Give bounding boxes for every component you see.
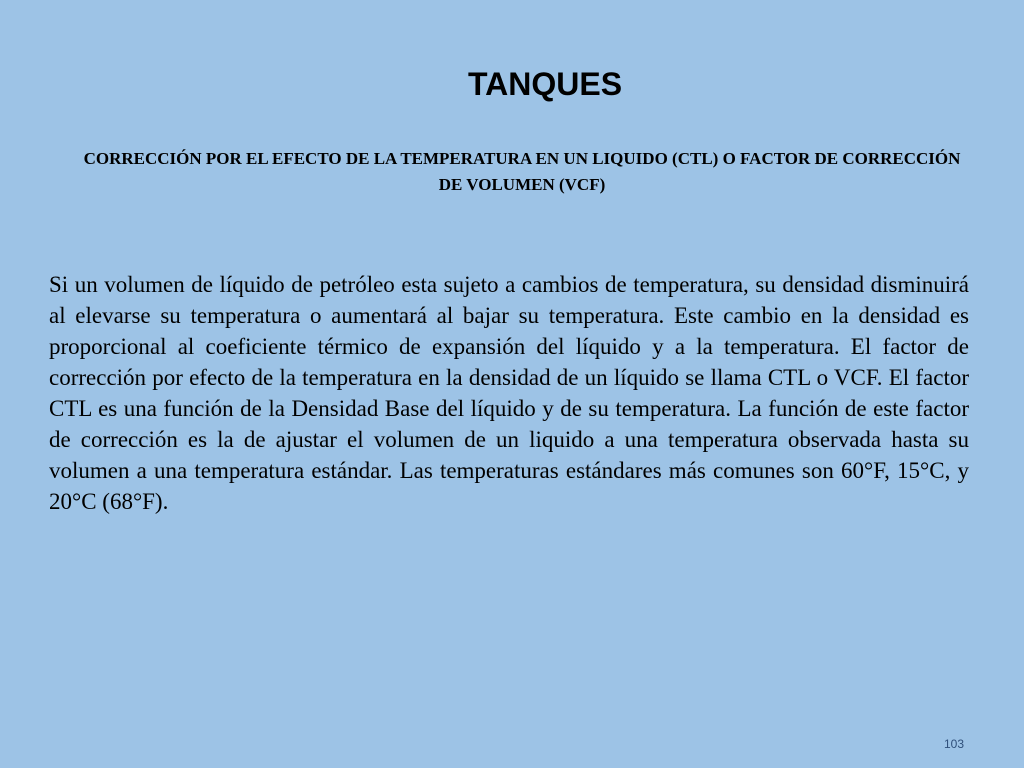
slide-subtitle: CORRECCIÓN POR EL EFECTO DE LA TEMPERATURA EN UN LIQUIDO (CTL) O FACTOR DE CORRECCIÓN DE VOLUMEN (VCF)	[83, 149, 961, 194]
page-number: 103	[944, 737, 965, 751]
body-paragraph: Si un volumen de líquido de petróleo esta sujeto a cambios de temperatura, su densidad disminuirá al elevarse su temperatura o aumentará al bajar su temperatura. Este cambio en la densidad es proporcional al coeficiente térmico de expansión del líquido y a la temperatura. El factor de corrección por efecto de la temperatura en la densidad de un líquido se llama CTL o VCF. El factor CTL es una función de la Densidad Base del líquido y de su temperatura. La función de este factor de corrección es la de ajustar el volumen de un liquido a una temperatura observada hasta su volumen a una temperatura estándar. Las temperaturas estándares más comunes son 60°F, 15°C, y 20°C (68°F).	[49, 272, 969, 514]
slide-title: TANQUES	[467, 66, 623, 102]
